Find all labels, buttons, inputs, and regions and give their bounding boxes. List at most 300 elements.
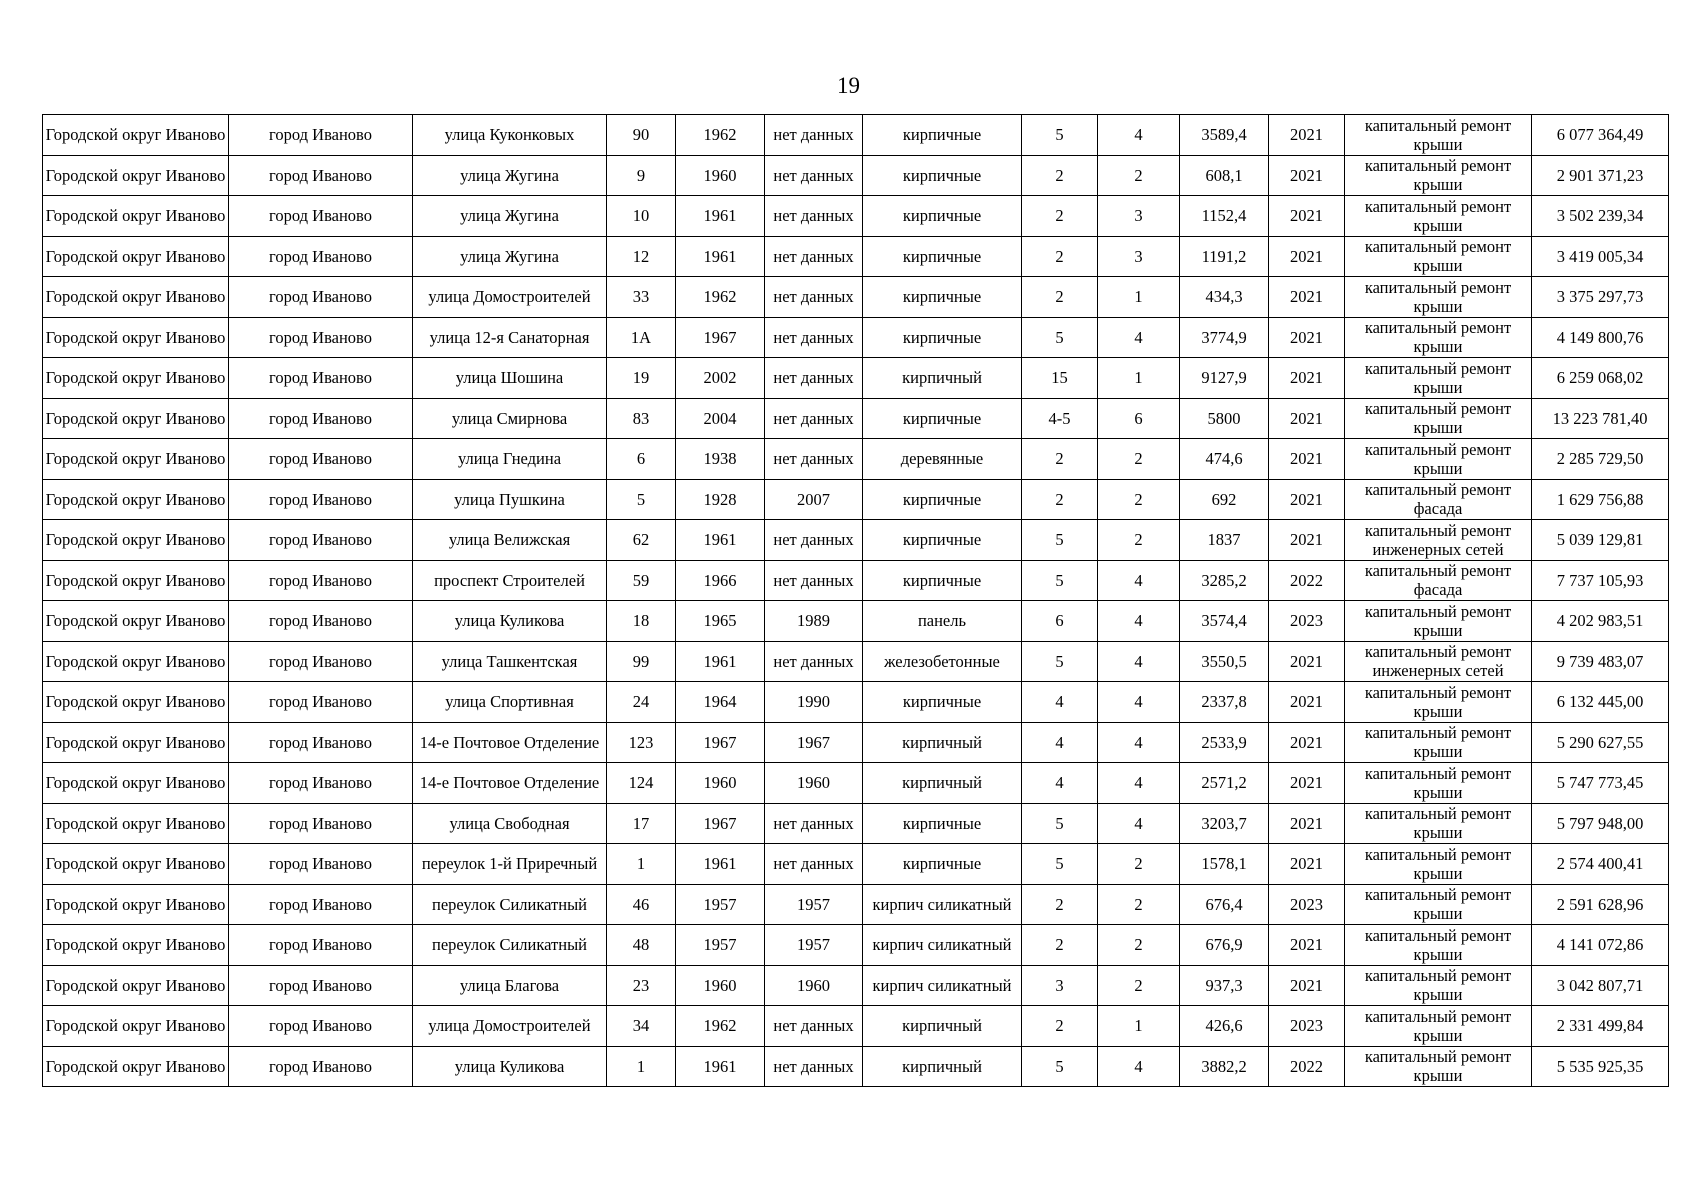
area-cell: 937,3 — [1180, 965, 1269, 1006]
planned-year-cell: 2021 — [1269, 398, 1345, 439]
floors-cell: 2 — [1022, 925, 1098, 966]
planned-year-cell: 2021 — [1269, 803, 1345, 844]
cost-cell: 4 149 800,76 — [1532, 317, 1669, 358]
planned-year-cell: 2021 — [1269, 844, 1345, 885]
floors-cell: 5 — [1022, 844, 1098, 885]
construction-year-cell: 1957 — [676, 884, 765, 925]
work-type-cell: капитальный ремонт крыши — [1345, 115, 1532, 156]
area-cell: 3203,7 — [1180, 803, 1269, 844]
floors-cell: 4 — [1022, 763, 1098, 804]
settlement-cell: город Иваново — [229, 844, 413, 885]
settlement-cell: город Иваново — [229, 682, 413, 723]
house-number-cell: 1А — [607, 317, 676, 358]
last-overhaul-year-cell: нет данных — [765, 844, 863, 885]
table-row — [43, 236, 1669, 277]
construction-year-cell: 1928 — [676, 479, 765, 520]
cost-cell: 3 502 239,34 — [1532, 196, 1669, 237]
wall-material-cell: железобетонные — [863, 641, 1022, 682]
last-overhaul-year-cell: нет данных — [765, 439, 863, 480]
cost-cell: 3 042 807,71 — [1532, 965, 1669, 1006]
settlement-cell: город Иваново — [229, 196, 413, 237]
house-number-cell: 17 — [607, 803, 676, 844]
last-overhaul-year-cell: нет данных — [765, 317, 863, 358]
street-cell: улица Жугина — [413, 236, 607, 277]
construction-year-cell: 1957 — [676, 925, 765, 966]
area-cell: 434,3 — [1180, 277, 1269, 318]
last-overhaul-year-cell: нет данных — [765, 277, 863, 318]
settlement-cell: город Иваново — [229, 884, 413, 925]
street-cell: улица Куликова — [413, 1046, 607, 1087]
street-cell: улица Гнедина — [413, 439, 607, 480]
entrances-cell: 1 — [1098, 358, 1180, 399]
last-overhaul-year-cell: нет данных — [765, 196, 863, 237]
wall-material-cell: кирпичные — [863, 844, 1022, 885]
house-number-cell: 18 — [607, 601, 676, 642]
construction-year-cell: 1962 — [676, 115, 765, 156]
wall-material-cell: кирпичный — [863, 1046, 1022, 1087]
area-cell: 474,6 — [1180, 439, 1269, 480]
settlement-cell: город Иваново — [229, 763, 413, 804]
street-cell: улица Пушкина — [413, 479, 607, 520]
construction-year-cell: 1961 — [676, 641, 765, 682]
entrances-cell: 3 — [1098, 236, 1180, 277]
table-row — [43, 844, 1669, 885]
table-row — [43, 722, 1669, 763]
house-number-cell: 48 — [607, 925, 676, 966]
municipality-cell: Городской округ Иваново — [43, 560, 229, 601]
planned-year-cell: 2021 — [1269, 155, 1345, 196]
construction-year-cell: 1960 — [676, 763, 765, 804]
street-cell: улица Шошина — [413, 358, 607, 399]
cost-cell: 2 901 371,23 — [1532, 155, 1669, 196]
municipality-cell: Городской округ Иваново — [43, 1006, 229, 1047]
street-cell: улица Благова — [413, 965, 607, 1006]
entrances-cell: 4 — [1098, 317, 1180, 358]
table-row — [43, 155, 1669, 196]
last-overhaul-year-cell: 1960 — [765, 763, 863, 804]
floors-cell: 2 — [1022, 479, 1098, 520]
last-overhaul-year-cell: нет данных — [765, 358, 863, 399]
house-number-cell: 19 — [607, 358, 676, 399]
wall-material-cell: кирпичный — [863, 763, 1022, 804]
settlement-cell: город Иваново — [229, 277, 413, 318]
construction-year-cell: 1961 — [676, 196, 765, 237]
settlement-cell: город Иваново — [229, 358, 413, 399]
last-overhaul-year-cell: 1989 — [765, 601, 863, 642]
settlement-cell: город Иваново — [229, 479, 413, 520]
municipality-cell: Городской округ Иваново — [43, 925, 229, 966]
house-number-cell: 9 — [607, 155, 676, 196]
house-number-cell: 99 — [607, 641, 676, 682]
planned-year-cell: 2023 — [1269, 601, 1345, 642]
floors-cell: 2 — [1022, 236, 1098, 277]
wall-material-cell: кирпичные — [863, 196, 1022, 237]
house-number-cell: 124 — [607, 763, 676, 804]
construction-year-cell: 1961 — [676, 844, 765, 885]
last-overhaul-year-cell: нет данных — [765, 641, 863, 682]
wall-material-cell: кирпичные — [863, 115, 1022, 156]
entrances-cell: 2 — [1098, 155, 1180, 196]
work-type-cell: капитальный ремонт крыши — [1345, 439, 1532, 480]
table-row — [43, 641, 1669, 682]
construction-year-cell: 1965 — [676, 601, 765, 642]
entrances-cell: 4 — [1098, 115, 1180, 156]
table-row — [43, 115, 1669, 156]
wall-material-cell: кирпич силикатный — [863, 965, 1022, 1006]
street-cell: улица Домостроителей — [413, 1006, 607, 1047]
area-cell: 1578,1 — [1180, 844, 1269, 885]
work-type-cell: капитальный ремонт крыши — [1345, 844, 1532, 885]
cost-cell: 2 331 499,84 — [1532, 1006, 1669, 1047]
work-type-cell: капитальный ремонт фасада — [1345, 479, 1532, 520]
planned-year-cell: 2021 — [1269, 317, 1345, 358]
construction-year-cell: 1961 — [676, 236, 765, 277]
area-cell: 3574,4 — [1180, 601, 1269, 642]
municipality-cell: Городской округ Иваново — [43, 277, 229, 318]
work-type-cell: капитальный ремонт крыши — [1345, 925, 1532, 966]
entrances-cell: 2 — [1098, 925, 1180, 966]
municipality-cell: Городской округ Иваново — [43, 115, 229, 156]
street-cell: улица Домостроителей — [413, 277, 607, 318]
construction-year-cell: 1967 — [676, 722, 765, 763]
table-row — [43, 479, 1669, 520]
table-row — [43, 520, 1669, 561]
settlement-cell: город Иваново — [229, 1046, 413, 1087]
area-cell: 3550,5 — [1180, 641, 1269, 682]
street-cell: проспект Строителей — [413, 560, 607, 601]
entrances-cell: 4 — [1098, 722, 1180, 763]
construction-year-cell: 1938 — [676, 439, 765, 480]
construction-year-cell: 1967 — [676, 803, 765, 844]
entrances-cell: 2 — [1098, 844, 1180, 885]
municipality-cell: Городской округ Иваново — [43, 1046, 229, 1087]
cost-cell: 3 375 297,73 — [1532, 277, 1669, 318]
construction-year-cell: 1961 — [676, 520, 765, 561]
floors-cell: 2 — [1022, 277, 1098, 318]
last-overhaul-year-cell: 1967 — [765, 722, 863, 763]
work-type-cell: капитальный ремонт крыши — [1345, 803, 1532, 844]
construction-year-cell: 1962 — [676, 1006, 765, 1047]
house-number-cell: 33 — [607, 277, 676, 318]
house-number-cell: 24 — [607, 682, 676, 723]
table-row — [43, 1006, 1669, 1047]
work-type-cell: капитальный ремонт крыши — [1345, 682, 1532, 723]
entrances-cell: 3 — [1098, 196, 1180, 237]
house-number-cell: 46 — [607, 884, 676, 925]
table-row — [43, 1046, 1669, 1087]
wall-material-cell: кирпичные — [863, 398, 1022, 439]
cost-cell: 6 077 364,49 — [1532, 115, 1669, 156]
floors-cell: 5 — [1022, 560, 1098, 601]
cost-cell: 5 535 925,35 — [1532, 1046, 1669, 1087]
work-type-cell: капитальный ремонт крыши — [1345, 398, 1532, 439]
entrances-cell: 2 — [1098, 965, 1180, 1006]
municipality-cell: Городской округ Иваново — [43, 965, 229, 1006]
cost-cell: 2 285 729,50 — [1532, 439, 1669, 480]
municipality-cell: Городской округ Иваново — [43, 317, 229, 358]
work-type-cell: капитальный ремонт крыши — [1345, 236, 1532, 277]
wall-material-cell: кирпичные — [863, 560, 1022, 601]
floors-cell: 4 — [1022, 722, 1098, 763]
construction-year-cell: 1960 — [676, 965, 765, 1006]
cost-cell: 5 039 129,81 — [1532, 520, 1669, 561]
settlement-cell: город Иваново — [229, 803, 413, 844]
work-type-cell: капитальный ремонт крыши — [1345, 965, 1532, 1006]
floors-cell: 3 — [1022, 965, 1098, 1006]
area-cell: 2571,2 — [1180, 763, 1269, 804]
construction-year-cell: 2002 — [676, 358, 765, 399]
housing-repair-table — [42, 114, 1669, 1087]
last-overhaul-year-cell: нет данных — [765, 236, 863, 277]
table-row — [43, 560, 1669, 601]
municipality-cell: Городской округ Иваново — [43, 641, 229, 682]
last-overhaul-year-cell: 1957 — [765, 884, 863, 925]
work-type-cell: капитальный ремонт крыши — [1345, 317, 1532, 358]
work-type-cell: капитальный ремонт фасада — [1345, 560, 1532, 601]
floors-cell: 2 — [1022, 439, 1098, 480]
floors-cell: 5 — [1022, 803, 1098, 844]
municipality-cell: Городской округ Иваново — [43, 479, 229, 520]
work-type-cell: капитальный ремонт крыши — [1345, 763, 1532, 804]
cost-cell: 3 419 005,34 — [1532, 236, 1669, 277]
wall-material-cell: кирпич силикатный — [863, 884, 1022, 925]
entrances-cell: 2 — [1098, 884, 1180, 925]
work-type-cell: капитальный ремонт крыши — [1345, 884, 1532, 925]
municipality-cell: Городской округ Иваново — [43, 155, 229, 196]
cost-cell: 2 574 400,41 — [1532, 844, 1669, 885]
municipality-cell: Городской округ Иваново — [43, 196, 229, 237]
work-type-cell: капитальный ремонт инженерных сетей — [1345, 641, 1532, 682]
house-number-cell: 10 — [607, 196, 676, 237]
cost-cell: 4 202 983,51 — [1532, 601, 1669, 642]
settlement-cell: город Иваново — [229, 115, 413, 156]
page-number: 19 — [837, 73, 860, 98]
last-overhaul-year-cell: нет данных — [765, 155, 863, 196]
street-cell: улица Смирнова — [413, 398, 607, 439]
house-number-cell: 62 — [607, 520, 676, 561]
construction-year-cell: 1960 — [676, 155, 765, 196]
last-overhaul-year-cell: 2007 — [765, 479, 863, 520]
planned-year-cell: 2021 — [1269, 520, 1345, 561]
table-row — [43, 358, 1669, 399]
wall-material-cell: кирпичный — [863, 722, 1022, 763]
municipality-cell: Городской округ Иваново — [43, 803, 229, 844]
entrances-cell: 2 — [1098, 439, 1180, 480]
entrances-cell: 4 — [1098, 1046, 1180, 1087]
area-cell: 2337,8 — [1180, 682, 1269, 723]
street-cell: улица Ташкентская — [413, 641, 607, 682]
cost-cell: 4 141 072,86 — [1532, 925, 1669, 966]
municipality-cell: Городской округ Иваново — [43, 682, 229, 723]
wall-material-cell: кирпичный — [863, 1006, 1022, 1047]
house-number-cell: 1 — [607, 844, 676, 885]
settlement-cell: город Иваново — [229, 155, 413, 196]
municipality-cell: Городской округ Иваново — [43, 236, 229, 277]
last-overhaul-year-cell: нет данных — [765, 1046, 863, 1087]
wall-material-cell: деревянные — [863, 439, 1022, 480]
floors-cell: 4 — [1022, 682, 1098, 723]
wall-material-cell: кирпичные — [863, 479, 1022, 520]
planned-year-cell: 2021 — [1269, 358, 1345, 399]
construction-year-cell: 1961 — [676, 1046, 765, 1087]
entrances-cell: 4 — [1098, 601, 1180, 642]
area-cell: 1837 — [1180, 520, 1269, 561]
planned-year-cell: 2021 — [1269, 682, 1345, 723]
settlement-cell: город Иваново — [229, 520, 413, 561]
area-cell: 2533,9 — [1180, 722, 1269, 763]
entrances-cell: 6 — [1098, 398, 1180, 439]
wall-material-cell: кирпичные — [863, 236, 1022, 277]
house-number-cell: 123 — [607, 722, 676, 763]
cost-cell: 5 797 948,00 — [1532, 803, 1669, 844]
work-type-cell: капитальный ремонт крыши — [1345, 601, 1532, 642]
last-overhaul-year-cell: нет данных — [765, 803, 863, 844]
entrances-cell: 4 — [1098, 803, 1180, 844]
table-row — [43, 196, 1669, 237]
construction-year-cell: 1967 — [676, 317, 765, 358]
wall-material-cell: кирпичные — [863, 155, 1022, 196]
last-overhaul-year-cell: нет данных — [765, 560, 863, 601]
planned-year-cell: 2021 — [1269, 479, 1345, 520]
planned-year-cell: 2022 — [1269, 1046, 1345, 1087]
cost-cell: 6 132 445,00 — [1532, 682, 1669, 723]
house-number-cell: 1 — [607, 1046, 676, 1087]
work-type-cell: капитальный ремонт крыши — [1345, 358, 1532, 399]
municipality-cell: Городской округ Иваново — [43, 601, 229, 642]
work-type-cell: капитальный ремонт крыши — [1345, 1006, 1532, 1047]
municipality-cell: Городской округ Иваново — [43, 398, 229, 439]
area-cell: 676,4 — [1180, 884, 1269, 925]
settlement-cell: город Иваново — [229, 1006, 413, 1047]
table-row — [43, 763, 1669, 804]
wall-material-cell: кирпичные — [863, 803, 1022, 844]
floors-cell: 2 — [1022, 884, 1098, 925]
planned-year-cell: 2021 — [1269, 965, 1345, 1006]
cost-cell: 9 739 483,07 — [1532, 641, 1669, 682]
planned-year-cell: 2021 — [1269, 722, 1345, 763]
municipality-cell: Городской округ Иваново — [43, 520, 229, 561]
house-number-cell: 6 — [607, 439, 676, 480]
street-cell: переулок Силикатный — [413, 884, 607, 925]
last-overhaul-year-cell: нет данных — [765, 520, 863, 561]
street-cell: улица 12-я Санаторная — [413, 317, 607, 358]
area-cell: 3774,9 — [1180, 317, 1269, 358]
area-cell: 9127,9 — [1180, 358, 1269, 399]
table-row — [43, 601, 1669, 642]
cost-cell: 7 737 105,93 — [1532, 560, 1669, 601]
municipality-cell: Городской округ Иваново — [43, 722, 229, 763]
house-number-cell: 34 — [607, 1006, 676, 1047]
settlement-cell: город Иваново — [229, 398, 413, 439]
area-cell: 1191,2 — [1180, 236, 1269, 277]
area-cell: 1152,4 — [1180, 196, 1269, 237]
entrances-cell: 2 — [1098, 479, 1180, 520]
settlement-cell: город Иваново — [229, 965, 413, 1006]
wall-material-cell: кирпичные — [863, 317, 1022, 358]
construction-year-cell: 1962 — [676, 277, 765, 318]
planned-year-cell: 2021 — [1269, 115, 1345, 156]
settlement-cell: город Иваново — [229, 317, 413, 358]
table-row — [43, 682, 1669, 723]
municipality-cell: Городской округ Иваново — [43, 358, 229, 399]
entrances-cell: 1 — [1098, 277, 1180, 318]
last-overhaul-year-cell: нет данных — [765, 398, 863, 439]
planned-year-cell: 2021 — [1269, 196, 1345, 237]
cost-cell: 6 259 068,02 — [1532, 358, 1669, 399]
entrances-cell: 4 — [1098, 641, 1180, 682]
work-type-cell: капитальный ремонт инженерных сетей — [1345, 520, 1532, 561]
construction-year-cell: 2004 — [676, 398, 765, 439]
wall-material-cell: кирпичные — [863, 520, 1022, 561]
construction-year-cell: 1964 — [676, 682, 765, 723]
table-row — [43, 925, 1669, 966]
street-cell: переулок 1-й Приречный — [413, 844, 607, 885]
floors-cell: 2 — [1022, 155, 1098, 196]
cost-cell: 13 223 781,40 — [1532, 398, 1669, 439]
house-number-cell: 12 — [607, 236, 676, 277]
area-cell: 692 — [1180, 479, 1269, 520]
house-number-cell: 90 — [607, 115, 676, 156]
municipality-cell: Городской округ Иваново — [43, 844, 229, 885]
wall-material-cell: кирпичные — [863, 682, 1022, 723]
area-cell: 5800 — [1180, 398, 1269, 439]
street-cell: улица Жугина — [413, 155, 607, 196]
cost-cell: 2 591 628,96 — [1532, 884, 1669, 925]
planned-year-cell: 2021 — [1269, 641, 1345, 682]
street-cell: улица Куконковых — [413, 115, 607, 156]
area-cell: 426,6 — [1180, 1006, 1269, 1047]
table-row — [43, 803, 1669, 844]
floors-cell: 5 — [1022, 520, 1098, 561]
wall-material-cell: кирпич силикатный — [863, 925, 1022, 966]
street-cell: улица Велижская — [413, 520, 607, 561]
floors-cell: 15 — [1022, 358, 1098, 399]
planned-year-cell: 2021 — [1269, 236, 1345, 277]
settlement-cell: город Иваново — [229, 601, 413, 642]
work-type-cell: капитальный ремонт крыши — [1345, 722, 1532, 763]
entrances-cell: 1 — [1098, 1006, 1180, 1047]
street-cell: улица Куликова — [413, 601, 607, 642]
entrances-cell: 4 — [1098, 560, 1180, 601]
wall-material-cell: кирпичный — [863, 358, 1022, 399]
planned-year-cell: 2021 — [1269, 277, 1345, 318]
floors-cell: 6 — [1022, 601, 1098, 642]
street-cell: улица Свободная — [413, 803, 607, 844]
table-row — [43, 317, 1669, 358]
area-cell: 676,9 — [1180, 925, 1269, 966]
entrances-cell: 2 — [1098, 520, 1180, 561]
planned-year-cell: 2022 — [1269, 560, 1345, 601]
floors-cell: 5 — [1022, 1046, 1098, 1087]
house-number-cell: 83 — [607, 398, 676, 439]
floors-cell: 2 — [1022, 196, 1098, 237]
planned-year-cell: 2021 — [1269, 763, 1345, 804]
house-number-cell: 5 — [607, 479, 676, 520]
table-row — [43, 884, 1669, 925]
entrances-cell: 4 — [1098, 763, 1180, 804]
settlement-cell: город Иваново — [229, 439, 413, 480]
floors-cell: 5 — [1022, 641, 1098, 682]
cost-cell: 5 290 627,55 — [1532, 722, 1669, 763]
street-cell: улица Жугина — [413, 196, 607, 237]
floors-cell: 4-5 — [1022, 398, 1098, 439]
planned-year-cell: 2023 — [1269, 884, 1345, 925]
settlement-cell: город Иваново — [229, 236, 413, 277]
work-type-cell: капитальный ремонт крыши — [1345, 196, 1532, 237]
street-cell: 14-е Почтовое Отделение — [413, 763, 607, 804]
settlement-cell: город Иваново — [229, 925, 413, 966]
table-row — [43, 439, 1669, 480]
